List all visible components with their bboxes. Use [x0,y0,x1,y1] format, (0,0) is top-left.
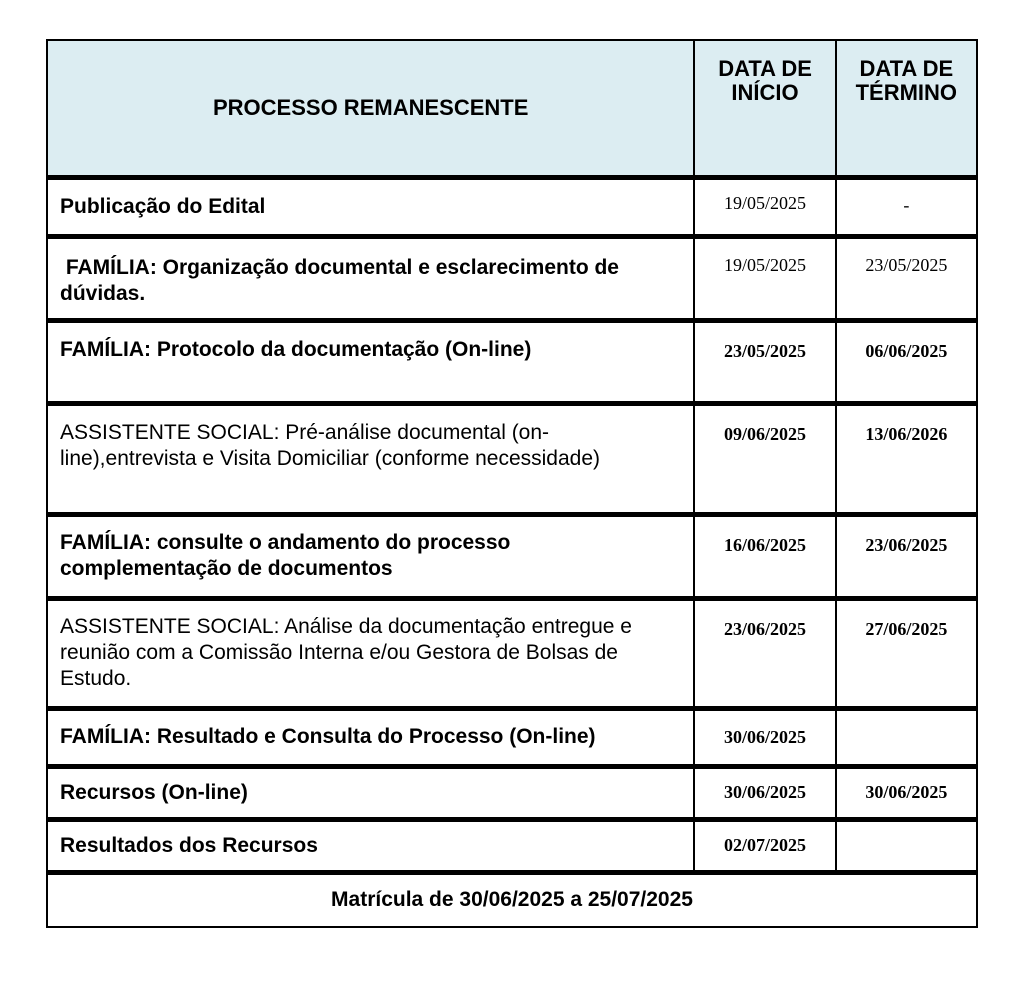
end-date-cell: 23/05/2025 [836,236,977,320]
end-date-cell [836,708,977,766]
end-date-cell: 13/06/2026 [836,403,977,514]
table-row [47,708,977,766]
activity-role: ASSISTENTE SOCIAL [60,614,274,638]
start-date-cell: 30/06/2025 [694,766,835,819]
table-row [47,819,977,872]
end-date-cell [836,819,977,872]
table-footer-row [47,872,977,927]
end-date-cell: 30/06/2025 [836,766,977,819]
activity-cell: FAMÍLIA: consulte o andamento do processo complementação de documentos [47,514,694,598]
table-row [47,177,977,236]
table-row [47,766,977,819]
start-date-cell: 19/05/2025 [694,177,835,236]
start-date-cell: 30/06/2025 [694,708,835,766]
header-start-line1: DATA DE [718,56,812,81]
activity-cell: FAMÍLIA: Resultado e Consulta do Processo (On-line) [47,708,694,766]
table-row [47,236,977,320]
activity-cell: FAMÍLIA: Protocolo da documentação (On-line) [47,320,694,403]
header-end-line2: TÉRMINO [855,80,958,105]
start-date-cell: 23/06/2025 [694,598,835,708]
end-date-cell: 27/06/2025 [836,598,977,708]
schedule-table [46,39,978,928]
activity-role: ASSISTENTE SOCIAL [60,420,274,444]
activity-description: : Pré-análise documental (on-line),entrevista e Visita Domiciliar (conforme necessidade) [60,420,601,470]
table-row [47,514,977,598]
end-date-cell: 06/06/2025 [836,320,977,403]
header-start-line2: INÍCIO [731,80,799,105]
end-date-cell: - [836,177,977,236]
table-row [47,403,977,514]
header-end-line1: DATA DE [859,56,954,81]
header-start-date [694,40,835,177]
activity-description: : Análise da documentação entregue e reunião com a Comissão Interna e/ou Gestora de Bolsas de Estudo. [60,614,632,690]
start-date-cell: 19/05/2025 [694,236,835,320]
table-row [47,320,977,403]
start-date-cell: 16/06/2025 [694,514,835,598]
activity-cell: Recursos (On-line) [47,766,694,819]
activity-cell [47,403,694,514]
activity-cell: Publicação do Edital [47,177,694,236]
activity-cell: FAMÍLIA: Organização documental e esclarecimento de dúvidas. [47,236,694,320]
end-date-cell: 23/06/2025 [836,514,977,598]
start-date-cell: 23/05/2025 [694,320,835,403]
activity-cell: Resultados dos Recursos [47,819,694,872]
start-date-cell: 02/07/2025 [694,819,835,872]
table-row [47,598,977,708]
header-process: PROCESSO REMANESCENTE [47,40,694,177]
activity-cell [47,598,694,708]
table-header [47,40,977,177]
header-end-date [836,40,977,177]
enrollment-period: Matrícula de 30/06/2025 a 25/07/2025 [47,872,977,927]
start-date-cell: 09/06/2025 [694,403,835,514]
